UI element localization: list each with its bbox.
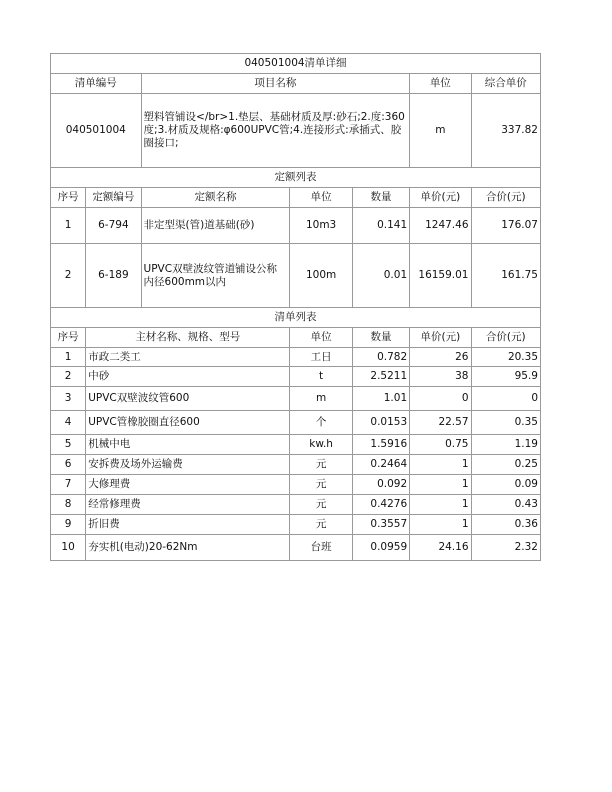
- list-header-unit: 单位: [290, 328, 352, 348]
- list-unit: m: [290, 387, 352, 411]
- list-total: 0.36: [471, 515, 541, 535]
- list-unit: 元: [290, 455, 352, 475]
- list-qty: 0.782: [352, 348, 409, 367]
- quota-unit: 10m3: [290, 208, 352, 244]
- bill-detail-table: [50, 53, 541, 561]
- quota-header-qty: 数量: [352, 188, 409, 208]
- list-name: 安拆费及场外运输费: [86, 455, 290, 475]
- list-name: UPVC双壁波纹管600: [86, 387, 290, 411]
- list-qty: 0.3557: [352, 515, 409, 535]
- list-no: 10: [51, 535, 86, 561]
- list-no: 6: [51, 455, 86, 475]
- list-name: 市政二类工: [86, 348, 290, 367]
- list-price: 1: [410, 495, 471, 515]
- quota-total: 176.07: [471, 208, 541, 244]
- list-unit: t: [290, 367, 352, 387]
- list-total: 95.9: [471, 367, 541, 387]
- list-total: 0.09: [471, 475, 541, 495]
- quota-code: 6-189: [86, 244, 141, 308]
- list-no: 8: [51, 495, 86, 515]
- list-price: 1: [410, 475, 471, 495]
- list-price: 26: [410, 348, 471, 367]
- list-header-no: 序号: [51, 328, 86, 348]
- list-qty: 0.0153: [352, 411, 409, 435]
- list-total: 0.25: [471, 455, 541, 475]
- list-name: 机械中电: [86, 435, 290, 455]
- list-qty: 0.2464: [352, 455, 409, 475]
- quota-header-total: 合价(元): [471, 188, 541, 208]
- quota-price: 1247.46: [410, 208, 471, 244]
- list-section-title: 清单列表: [51, 308, 541, 328]
- list-price: 1: [410, 455, 471, 475]
- list-qty: 2.5211: [352, 367, 409, 387]
- quota-section-title: 定额列表: [51, 168, 541, 188]
- list-total: 0: [471, 387, 541, 411]
- bill-unit: m: [410, 94, 471, 168]
- quota-price: 16159.01: [410, 244, 471, 308]
- bill-header-code: 清单编号: [51, 74, 142, 94]
- list-name: 折旧费: [86, 515, 290, 535]
- list-name: 夯实机(电动)20-62Nm: [86, 535, 290, 561]
- list-no: 5: [51, 435, 86, 455]
- bill-header-price: 综合单价: [471, 74, 541, 94]
- bill-price: 337.82: [471, 94, 541, 168]
- list-unit: 元: [290, 515, 352, 535]
- quota-header-unit: 单位: [290, 188, 352, 208]
- list-unit: 工日: [290, 348, 352, 367]
- list-total: 0.43: [471, 495, 541, 515]
- list-no: 2: [51, 367, 86, 387]
- list-no: 9: [51, 515, 86, 535]
- list-name: UPVC管橡胶圈直径600: [86, 411, 290, 435]
- list-no: 7: [51, 475, 86, 495]
- list-qty: 0.4276: [352, 495, 409, 515]
- list-price: 0.75: [410, 435, 471, 455]
- list-unit: 个: [290, 411, 352, 435]
- list-unit: kw.h: [290, 435, 352, 455]
- bill-header-name: 项目名称: [141, 74, 410, 94]
- list-unit: 元: [290, 475, 352, 495]
- list-price: 24.16: [410, 535, 471, 561]
- list-name: 经常修理费: [86, 495, 290, 515]
- list-name: 中砂: [86, 367, 290, 387]
- list-no: 3: [51, 387, 86, 411]
- quota-header-price: 单价(元): [410, 188, 471, 208]
- quota-total: 161.75: [471, 244, 541, 308]
- list-qty: 0.092: [352, 475, 409, 495]
- quota-header-code: 定额编号: [86, 188, 141, 208]
- quota-header-no: 序号: [51, 188, 86, 208]
- list-price: 38: [410, 367, 471, 387]
- list-header-name: 主材名称、规格、型号: [86, 328, 290, 348]
- bill-name: 塑料管铺设</br>1.垫层、基础材质及厚:砂石;2.度:360度;3.材质及规格:φ600UPVC管;4.连接形式:承插式、胶圈接口;: [141, 94, 410, 168]
- quota-code: 6-794: [86, 208, 141, 244]
- list-header-qty: 数量: [352, 328, 409, 348]
- quota-unit: 100m: [290, 244, 352, 308]
- bill-code: 040501004: [51, 94, 142, 168]
- list-qty: 0.0959: [352, 535, 409, 561]
- quota-qty: 0.141: [352, 208, 409, 244]
- list-price: 0: [410, 387, 471, 411]
- list-total: 0.35: [471, 411, 541, 435]
- list-unit: 元: [290, 495, 352, 515]
- quota-name: 非定型渠(管)道基础(砂): [141, 208, 290, 244]
- list-total: 20.35: [471, 348, 541, 367]
- list-price: 22.57: [410, 411, 471, 435]
- list-qty: 1.5916: [352, 435, 409, 455]
- bill-header-unit: 单位: [410, 74, 471, 94]
- list-no: 1: [51, 348, 86, 367]
- list-total: 2.32: [471, 535, 541, 561]
- list-price: 1: [410, 515, 471, 535]
- list-qty: 1.01: [352, 387, 409, 411]
- list-header-price: 单价(元): [410, 328, 471, 348]
- list-total: 1.19: [471, 435, 541, 455]
- list-no: 4: [51, 411, 86, 435]
- quota-name: UPVC双壁波纹管道铺设公称内径600mm以内: [141, 244, 290, 308]
- quota-qty: 0.01: [352, 244, 409, 308]
- list-header-total: 合价(元): [471, 328, 541, 348]
- quota-header-name: 定额名称: [141, 188, 290, 208]
- table-title: 040501004清单详细: [51, 54, 541, 74]
- quota-no: 1: [51, 208, 86, 244]
- list-unit: 台班: [290, 535, 352, 561]
- list-name: 大修理费: [86, 475, 290, 495]
- quota-no: 2: [51, 244, 86, 308]
